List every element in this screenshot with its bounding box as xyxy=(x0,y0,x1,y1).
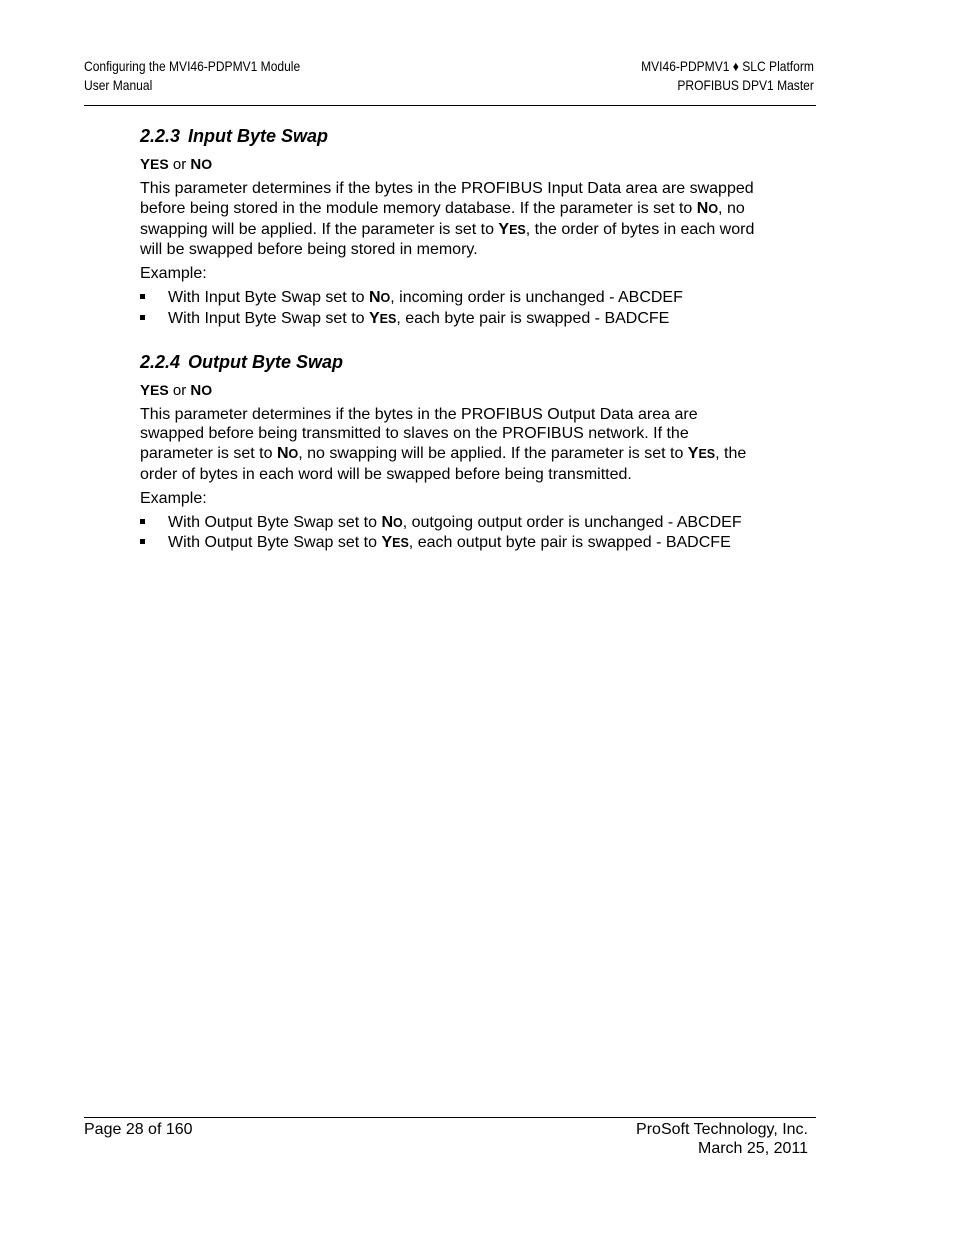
header-product: MVI46-PDPMV1 ♦ SLC Platform xyxy=(641,58,814,74)
description-paragraph: This parameter determines if the bytes in the PROFIBUS Input Data area are swapped before being stored in the module memory database. If the parameter is set to NO, no swapping will be applied. If the parameter is set to YES, the order of bytes in each word will be swapped before being stored in memory. xyxy=(140,180,755,259)
header-left xyxy=(84,57,300,95)
list-item: With Input Byte Swap set to YES, each byte pair is swapped - BADCFE xyxy=(140,309,760,330)
section-title: Input Byte Swap xyxy=(188,126,329,146)
example-label: Example: xyxy=(140,489,207,507)
section-title: Output Byte Swap xyxy=(188,351,344,372)
option-values: YES or NO xyxy=(140,381,213,399)
company-name: ProSoft Technology, Inc. xyxy=(636,1121,808,1138)
section-heading-output-byte-swap xyxy=(140,350,760,374)
header-right xyxy=(641,57,814,95)
header-divider xyxy=(84,105,816,106)
header-doc-type: User Manual xyxy=(84,77,153,93)
bullet-icon xyxy=(140,315,145,320)
list-item: With Input Byte Swap set to NO, incoming order is unchanged - ABCDEF xyxy=(140,288,760,309)
section-heading-input-byte-swap xyxy=(140,124,760,148)
example-list xyxy=(140,513,760,555)
publish-date: March 25, 2011 xyxy=(698,1140,808,1157)
list-item: With Output Byte Swap set to NO, outgoing output order is unchanged - ABCDEF xyxy=(140,513,760,534)
option-values: YES or NO xyxy=(140,156,213,173)
example-list xyxy=(140,288,760,330)
footer-divider xyxy=(84,1117,816,1118)
section-number: 2.2.4 xyxy=(140,351,181,372)
bullet-icon xyxy=(140,539,145,544)
section-number: 2.2.3 xyxy=(140,126,181,146)
header-product-desc: PROFIBUS DPV1 Master xyxy=(677,77,814,93)
footer-right xyxy=(636,1120,808,1158)
page-number: Page 28 of 160 xyxy=(84,1121,193,1138)
page-content xyxy=(140,124,760,574)
example-label: Example: xyxy=(140,265,207,283)
description-paragraph: This parameter determines if the bytes in the PROFIBUS Output Data area are swapped before being transmitted to slaves on the PROFIBUS network. If the parameter is set to NO, no swapping will be applied. If the parameter is set to YES, the order of bytes in each word will be swapped before being transmitted. xyxy=(140,405,747,483)
list-item: With Output Byte Swap set to YES, each output byte pair is swapped - BADCFE xyxy=(140,533,760,554)
header-doc-title: Configuring the MVI46-PDPMV1 Module xyxy=(84,58,301,74)
bullet-icon xyxy=(140,519,145,524)
bullet-icon xyxy=(140,294,145,299)
